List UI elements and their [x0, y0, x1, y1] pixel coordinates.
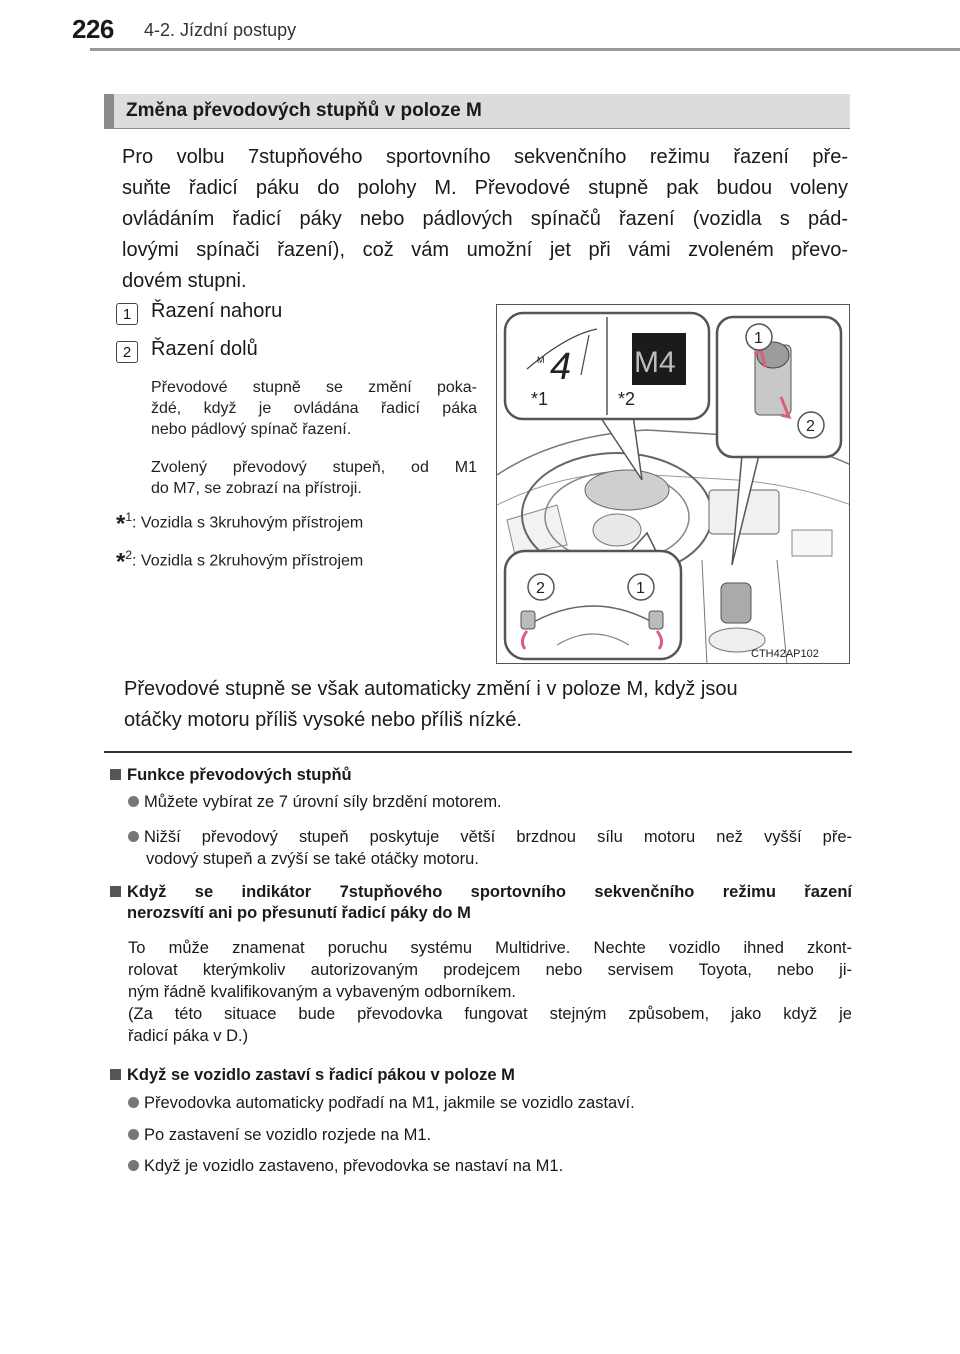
note-gear-display — [151, 457, 477, 499]
list-number-box: 2 — [116, 341, 138, 363]
intro-line: dovém stupni. — [122, 270, 247, 292]
footnote-1 — [116, 507, 364, 538]
section-title: Změna převodových stupňů v poloze M — [126, 100, 482, 121]
topic-heading-text: Když se vozidlo zastaví s řadicí pákou v poloze M — [127, 1066, 515, 1084]
intro-paragraph — [122, 142, 848, 297]
note-line: Zvolený převodový stupeň, od M1 — [151, 459, 477, 476]
bullet-item — [128, 791, 852, 813]
round-bullet-icon — [128, 1129, 139, 1140]
paragraph-line: rolovat kterýmkoliv autorizovaným prodejcem nebo servisem Toyota, nebo ji- — [128, 961, 852, 979]
section-divider — [104, 751, 852, 753]
footnote-sup: 1 — [125, 510, 133, 524]
star-1-label: *1 — [531, 389, 549, 409]
gauge-digit: 4 — [550, 346, 572, 388]
list-number-box: 1 — [116, 303, 138, 325]
gauge-m-label: M — [537, 355, 545, 365]
bullet-text: Nižší převodový stupeň poskytuje větší brzdnou sílu motoru než vyšší pře- — [144, 828, 852, 846]
star-2-label: *2 — [618, 389, 636, 409]
bullet-line: vodový stupeň a zvýší se také otáčky motoru. — [146, 850, 479, 868]
footnote-2 — [116, 545, 364, 576]
bullet-text: Když je vozidlo zastaveno, převodovka se nastaví na M1. — [144, 1157, 564, 1175]
page-number: 226 — [72, 14, 114, 44]
note-line: ždé, když je ovládána řadicí páka — [151, 400, 477, 417]
intro-line: lovými spínači řazení), což vám umožní jet při vámi zvoleném převo- — [122, 239, 848, 261]
note-line: Převodové stupně se změní poka- — [151, 379, 477, 396]
note-line: nebo pádlový spínač řazení. — [151, 421, 352, 438]
round-bullet-icon — [128, 796, 139, 807]
square-bullet-icon — [110, 769, 121, 780]
section-underline — [104, 128, 850, 129]
paragraph-line: ným řádně kvalifikovaným a vybaveným odborníkem. — [128, 983, 516, 1001]
footnote-text: : Vozidla s 2kruhovým přístrojem — [132, 552, 364, 570]
bullet-item — [128, 826, 852, 870]
header-rule — [90, 48, 960, 51]
topic-heading-line — [110, 882, 852, 903]
topic-heading-text: Když se indikátor 7stupňového sportovního sekvenčního režimu řazení — [127, 883, 852, 901]
topic-heading-gear-function — [110, 765, 352, 786]
paragraph-line: To může znamenat poruchu systému Multidrive. Nechte vozidlo ihned zkont- — [128, 939, 852, 957]
bullet-item — [128, 1155, 563, 1177]
square-bullet-icon — [110, 1069, 121, 1080]
topic-heading-indicator-off — [110, 882, 852, 924]
paddle-upshift-number: 1 — [636, 580, 645, 597]
paragraph-line: (Za této situace bude převodovka fungovat stejným způsobem, jako když je — [128, 1005, 852, 1023]
paragraph-line: řadicí páka v D.) — [128, 1027, 249, 1045]
topic-heading-vehicle-stops — [110, 1065, 515, 1086]
dashboard-illustration-svg — [497, 305, 850, 664]
intro-line: suňte řadicí páku do polohy M. Převodové stupně pak budou voleny — [122, 177, 848, 199]
round-bullet-icon — [128, 831, 139, 842]
bullet-text: Po zastavení se vozidlo rozjede na M1. — [144, 1126, 432, 1144]
callout-upshift-number: 1 — [754, 330, 763, 347]
bullet-line — [128, 826, 852, 848]
intro-line: ovládáním řadicí páky nebo pádlových spínačů řazení (vozidla s pád- — [122, 208, 848, 230]
bullet-text: Můžete vybírat ze 7 úrovní síly brzdění motorem. — [144, 793, 502, 811]
list-label-upshift: Řazení nahoru — [151, 300, 283, 322]
section-title-bar — [104, 94, 850, 128]
footnote-mark: * — [116, 548, 126, 576]
dashboard-illustration — [496, 304, 850, 664]
bullet-text: Převodovka automaticky podřadí na M1, jakmile se vozidlo zastaví. — [144, 1094, 635, 1112]
footnote-text: : Vozidla s 3kruhovým přístrojem — [132, 514, 364, 532]
footnote-mark: * — [116, 510, 126, 538]
callout-downshift-number: 2 — [806, 418, 815, 435]
footnote-sup: 2 — [125, 548, 133, 562]
topic-heading-line: nerozsvítí ani po přesunutí řadicí páky do M — [127, 904, 471, 922]
topic-heading-text: Funkce převodových stupňů — [127, 766, 352, 784]
tail-line: Převodové stupně se však automaticky změní i v poloze M, když jsou — [124, 678, 738, 700]
bullet-item — [128, 1092, 635, 1114]
topic-paragraph — [128, 937, 852, 1047]
round-bullet-icon — [128, 1160, 139, 1171]
chapter-title: 4-2. Jízdní postupy — [144, 20, 297, 40]
figure-code: CTH42AP102 — [751, 648, 819, 660]
note-gear-change — [151, 377, 477, 440]
bullet-item — [128, 1124, 431, 1146]
intro-line: Pro volbu 7stupňového sportovního sekvenčního režimu řazení pře- — [122, 146, 848, 168]
square-bullet-icon — [110, 886, 121, 897]
digital-display-m4: M4 — [634, 346, 676, 379]
note-line: do M7, se zobrazí na přístroji. — [151, 480, 362, 497]
auto-shift-paragraph — [124, 674, 848, 736]
tail-line: otáčky motoru příliš vysoké nebo příliš nízké. — [124, 709, 522, 731]
round-bullet-icon — [128, 1097, 139, 1108]
list-label-downshift: Řazení dolů — [151, 338, 258, 360]
paddle-downshift-number: 2 — [536, 580, 545, 597]
